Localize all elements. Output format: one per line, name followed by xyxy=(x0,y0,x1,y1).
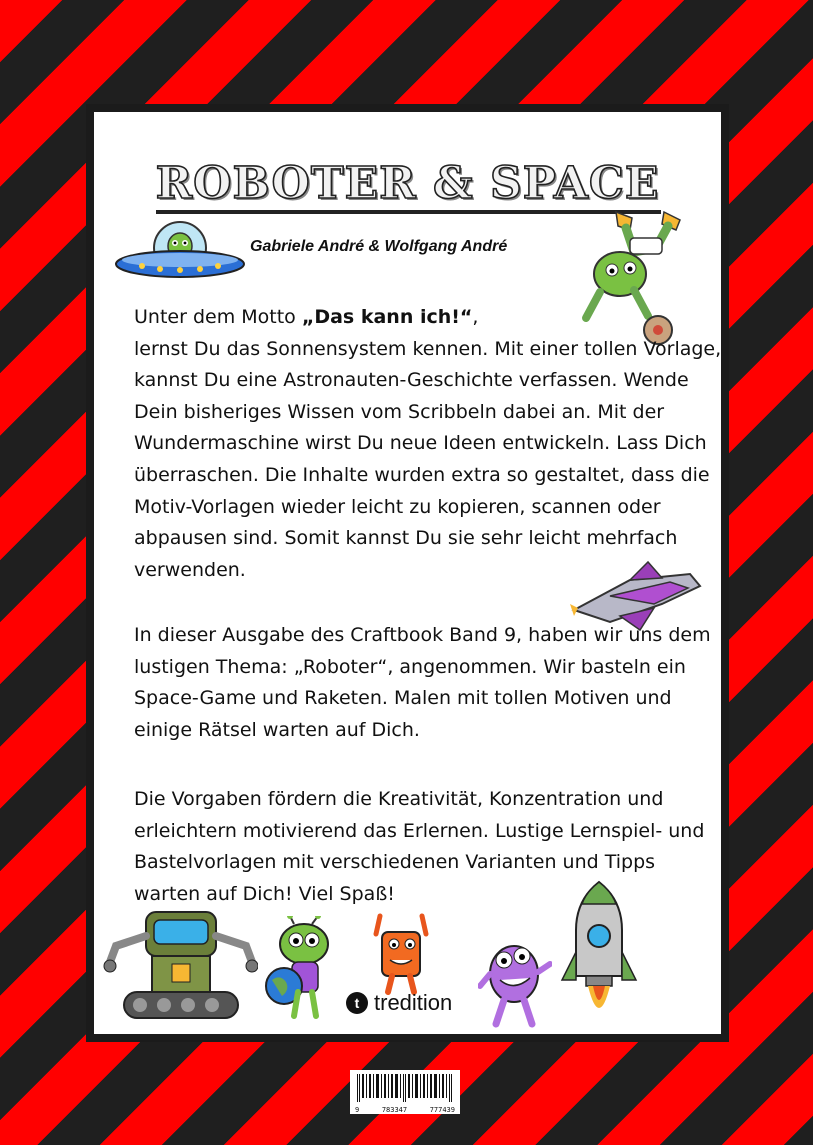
tank-robot-icon xyxy=(102,906,258,1024)
intro-body: lernst Du das Sonnensystem kennen. Mit einer tollen Vorlage, kannst Du eine Astronauten-Geschichte verfassen. Wende Dein bisheriges Wissen vom Scribbeln dabei an. Mit der Wundermaschine wirst Du neue Ideen entwickeln. Lass Dich überraschen. Die Inhalte wurden extra so gestaltet, dass die Motiv-Vorlagen wieder leicht zu kopieren, scannen oder abpausen sind. Somit kannst Du sie sehr leicht mehrfach verwenden. xyxy=(134,337,722,581)
publisher-name: tredition xyxy=(374,990,453,1015)
authors: Gabriele André & Wolfgang André xyxy=(250,238,508,255)
benefits-paragraph: Die Vorgaben fördern die Kreativität, Konzentration und erleichtern motivierend das Erlernen. Lustige Lernspiel- und Bastelvorlagen mit verschiedenen Varianten und Tipps warten auf Dich! Viel Spaß! xyxy=(134,788,705,905)
isbn-barcode xyxy=(350,1070,460,1114)
barcode-digits xyxy=(355,1106,455,1114)
barcode-digit-first: 9 xyxy=(355,1106,360,1114)
ufo-alien-icon xyxy=(112,210,248,284)
rocket-icon xyxy=(558,880,640,1034)
publisher-logo xyxy=(346,990,452,1016)
cover-frame xyxy=(86,104,729,1042)
motto: „Das kann ich!“ xyxy=(301,306,473,328)
orange-robot-icon xyxy=(366,912,436,996)
tredition-logo-icon: t xyxy=(346,992,368,1014)
intro-lead: Unter dem Motto xyxy=(134,306,302,328)
barcode-digits-right: 777439 xyxy=(429,1106,455,1114)
cover-panel xyxy=(94,112,721,1034)
barcode-bars xyxy=(355,1074,455,1102)
intro-lead-tail: , xyxy=(472,306,479,328)
barcode-digits-left: 783347 xyxy=(381,1106,408,1114)
intro-paragraph xyxy=(134,302,724,586)
book-title: ROBOTER & SPACE xyxy=(155,158,660,209)
purple-monster-icon xyxy=(478,934,552,1030)
alien-with-globe-icon xyxy=(264,916,340,1020)
theme-paragraph: In dieser Ausgabe des Craftbook Band 9, haben wir uns dem lustigen Thema: „Roboter“, angenommen. Wir basteln ein Space-Game und Raketen. Malen mit tollen Motiven und einige Rätsel warten auf Dich. xyxy=(134,624,711,741)
